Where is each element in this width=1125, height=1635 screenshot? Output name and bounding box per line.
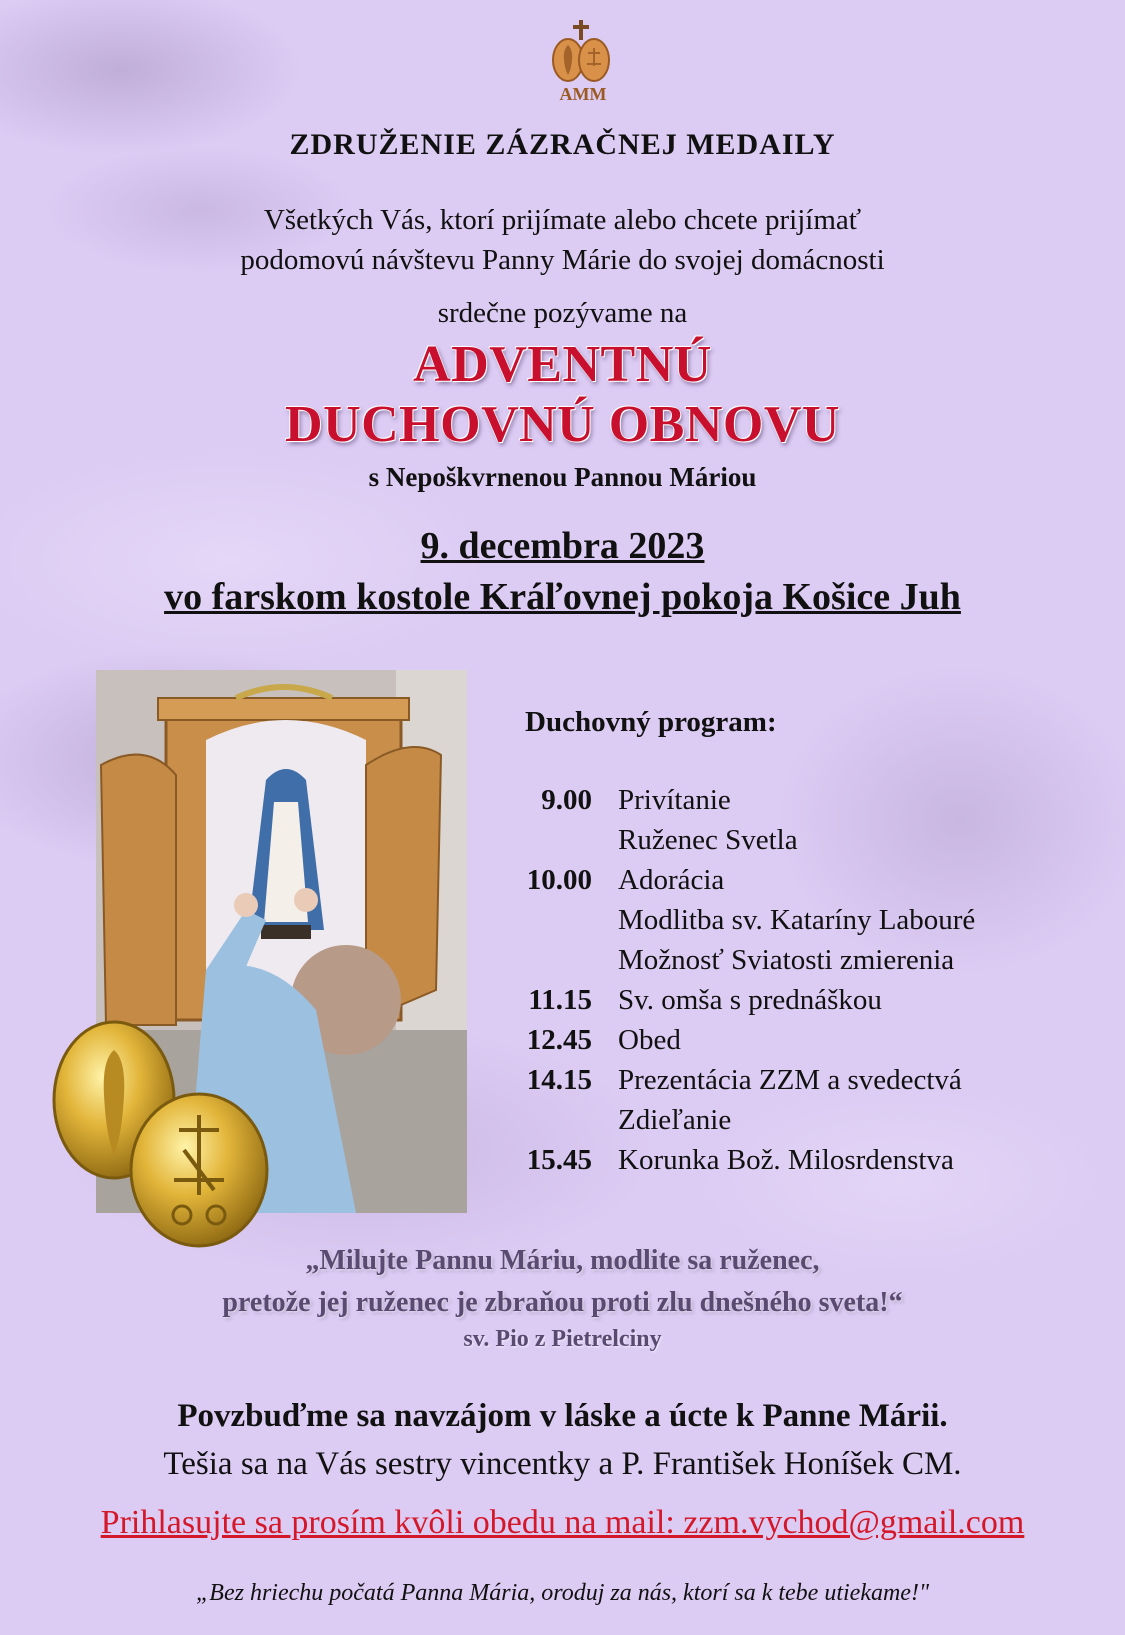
program-row — [510, 940, 1070, 980]
program-item: Ruženec Svetla — [618, 824, 798, 856]
intro-text — [0, 200, 1125, 280]
organization-name: ZDRUŽENIE ZÁZRAČNEJ MEDAILY — [289, 128, 836, 161]
program-time: 9.00 — [541, 784, 592, 816]
event-venue: vo farskom kostole Kráľovnej pokoja Košice Juh — [164, 576, 961, 618]
quote-line-2: pretože jej ruženec je zbraňou proti zlu dnešného sveta!“ — [222, 1287, 903, 1318]
program-row — [510, 1060, 1070, 1100]
program-item: Sv. omša s prednáškou — [618, 984, 882, 1016]
program-row — [510, 860, 1070, 900]
program-list — [510, 780, 1070, 1180]
intro-line-1: Všetkých Vás, ktorí prijímate alebo chcete prijímať — [263, 204, 862, 236]
program-time: 14.15 — [526, 1064, 592, 1096]
encouragement-text: Povzbuďme sa navzájom v láske a úcte k Panne Márii. — [177, 1398, 948, 1434]
program-time: 10.00 — [526, 864, 592, 896]
quote-line-1: „Milujte Pannu Máriu, modlite sa ruženec, — [305, 1245, 820, 1276]
intro-line-2: podomovú návštevu Panny Márie do svojej domácnosti — [240, 244, 885, 276]
event-subtitle: s Nepoškvrnenou Pannou Máriou — [368, 462, 757, 492]
closing-prayer: „Bez hriechu počatá Panna Mária, oroduj za nás, ktorí sa k tebe utiekame!" — [195, 1580, 930, 1606]
program-heading: Duchovný program: — [525, 706, 777, 738]
program-row — [510, 900, 1070, 940]
program-item: Adorácia — [618, 864, 725, 896]
program-row — [510, 1100, 1070, 1140]
program-row — [510, 1020, 1070, 1060]
program-row — [510, 1140, 1070, 1180]
program-item: Obed — [618, 1024, 681, 1056]
program-row — [510, 980, 1070, 1020]
program-row — [510, 780, 1070, 820]
program-item: Korunka Bož. Milosrdenstva — [618, 1144, 954, 1176]
program-row — [510, 820, 1070, 860]
program-time: 15.45 — [526, 1144, 592, 1176]
signup-email-link[interactable]: Prihlasujte sa prosím kvôli obedu na mail: zzm.vychod@gmail.com — [100, 1504, 1025, 1541]
program-item: Privítanie — [618, 784, 731, 816]
program-item: Prezentácia ZZM a svedectvá — [618, 1064, 962, 1096]
miraculous-medal-logo-icon — [538, 18, 628, 108]
program-item: Zdieľanie — [618, 1104, 732, 1136]
program-time — [510, 900, 592, 940]
hosts-text: Tešia sa na Vás sestry vincentky a P. František Honíšek CM. — [163, 1446, 962, 1482]
invite-text: srdečne pozývame na — [437, 297, 688, 329]
program-time — [510, 820, 592, 860]
program-time — [510, 940, 592, 980]
program-time — [510, 1100, 592, 1140]
program-item: Možnosť Sviatosti zmierenia — [618, 944, 955, 976]
miraculous-medals-icon — [34, 1020, 274, 1250]
program-time: 12.45 — [526, 1024, 592, 1056]
program-time: 11.15 — [528, 984, 592, 1016]
event-date: 9. decembra 2023 — [420, 525, 705, 567]
event-title-line-1: ADVENTNÚ — [413, 336, 712, 393]
program-item: Modlitba sv. Kataríny Labouré — [618, 904, 976, 936]
event-title-line-2: DUCHOVNÚ OBNOVU — [285, 396, 840, 453]
svg-text:AMM: AMM — [559, 84, 607, 104]
quote-author: sv. Pio z Pietrelciny — [463, 1326, 662, 1352]
